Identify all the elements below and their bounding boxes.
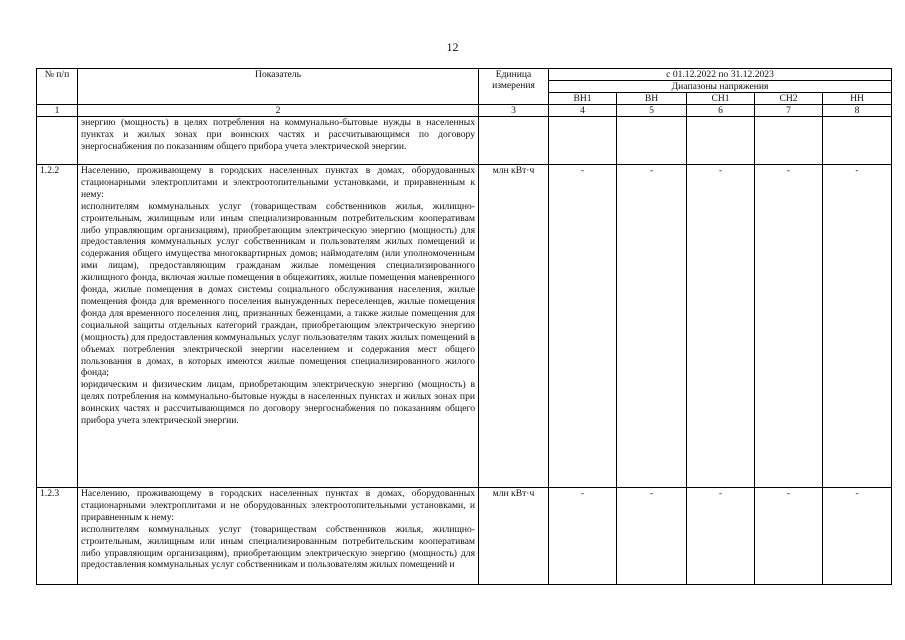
col-number: 1 bbox=[37, 105, 78, 117]
col-number: 2 bbox=[78, 105, 479, 117]
value-vn: - bbox=[617, 488, 687, 585]
indicator-text bbox=[78, 488, 479, 585]
column-number-row bbox=[37, 105, 892, 117]
value-nn: - bbox=[823, 165, 892, 488]
value-cell bbox=[617, 117, 687, 165]
unit-cell: млн кВт·ч bbox=[479, 488, 549, 585]
value-vn: - bbox=[617, 165, 687, 488]
header-indicator: Показатель bbox=[78, 69, 479, 105]
value-cell bbox=[687, 117, 755, 165]
indicator-paragraph: юридическим и физическим лицам, приобретающим электрическую энергию (мощность) в целях потребления на коммунально-бытовые нужды в населенных пунктах и жилых зонах при воинских частях и рассчитывающимся по договору энергоснабжения по показаниям общего прибора учета электрической энергии. bbox=[81, 379, 475, 427]
table-row-continuation bbox=[37, 117, 892, 165]
value-sn1: - bbox=[687, 165, 755, 488]
tariff-table bbox=[36, 68, 892, 585]
indicator-paragraph: Населению, проживающему в городских населенных пунктах в домах, оборудованных стационарными электроплитами и электроотопительными установками, и приравненным к нему: bbox=[81, 165, 475, 200]
row-num: 1.2.3 bbox=[37, 488, 78, 585]
indicator-paragraph: исполнителям коммунальных услуг (товариществам собственников жилья, жилищно-строительным, жилищным или иным специализированным потребительским кооперативам либо управляющим организациям), приобретающим электрическую энергию (мощность) для предоставления коммунальных услуг собственникам и пользователям жилых помещений и содержания общего имущества многоквартирных домов; наймодателям (или уполномоченным ими лицам), предоставляющим гражданам жилые помещения специализированного жилищного фонда, включая жилые помещения в общежитиях, жилые помещения маневренного фонда, жилые помещения в домах системы социального обслуживания населения, жилые помещения фонда для временного поселения вынужденных переселенцев, жилые помещения фонда для временного поселения лиц, признанных беженцами, а также жилые помещения для социальной защиты отдельных категорий граждан, приобретающим электрическую энергию (мощность) для предоставления коммунальных услуг пользователям таких жилых помещений в объемах потребления электрической энергии населением и содержания мест общего пользования в домах, в которых имеются жилые помещения специализированного жилого фонда; bbox=[81, 200, 475, 379]
header-band-vn: ВН bbox=[617, 93, 687, 105]
header-band-vn1: ВН1 bbox=[549, 93, 617, 105]
value-cell bbox=[823, 117, 892, 165]
value-sn2: - bbox=[755, 165, 823, 488]
col-number: 7 bbox=[755, 105, 823, 117]
header-voltage-ranges: Диапазоны напряжения bbox=[549, 81, 892, 93]
unit-cell bbox=[479, 117, 549, 165]
unit-cell: млн кВт·ч bbox=[479, 165, 549, 488]
value-cell bbox=[755, 117, 823, 165]
table-row-1-2-3 bbox=[37, 488, 892, 585]
col-number: 6 bbox=[687, 105, 755, 117]
col-number: 8 bbox=[823, 105, 892, 117]
value-vn1: - bbox=[549, 488, 617, 585]
page-number: 12 bbox=[446, 40, 459, 54]
row-num-cell bbox=[37, 117, 78, 165]
header-num: № п/п bbox=[37, 69, 78, 105]
indicator-paragraph: Населению, проживающему в городских населенных пунктах в домах, оборудованных стационарными электроплитами и не оборудованных электроотопительными установками, и приравненным к нему: bbox=[81, 488, 475, 523]
header-band-nn: НН bbox=[823, 93, 892, 105]
table-row-1-2-2 bbox=[37, 165, 892, 488]
col-number: 3 bbox=[479, 105, 549, 117]
value-cell bbox=[549, 117, 617, 165]
indicator-text bbox=[78, 165, 479, 488]
indicator-paragraph: исполнителям коммунальных услуг (товариществам собственников жилья, жилищно-строительным, жилищным или иным специализированным потребительским кооперативам либо управляющим организациям), приобретающим электрическую энергию (мощность) для предоставления коммунальных услуг собственникам и пользователям жилых помещений и bbox=[81, 523, 475, 571]
header-period: с 01.12.2022 по 31.12.2023 bbox=[549, 69, 892, 81]
col-number: 5 bbox=[617, 105, 687, 117]
row-num: 1.2.2 bbox=[37, 165, 78, 488]
value-nn: - bbox=[823, 488, 892, 585]
header-band-sn1: СН1 bbox=[687, 93, 755, 105]
value-vn1: - bbox=[549, 165, 617, 488]
indicator-text: энергию (мощность) в целях потребления на коммунально-бытовые нужды в населенных пунктах и жилых зонах при воинских частях и рассчитывающимся по договору энергоснабжения по показаниям общего прибора учета электрической энергии. bbox=[78, 117, 479, 165]
value-sn2: - bbox=[755, 488, 823, 585]
value-sn1: - bbox=[687, 488, 755, 585]
header-unit: Единица измерения bbox=[479, 69, 549, 105]
header-band-sn2: СН2 bbox=[755, 93, 823, 105]
col-number: 4 bbox=[549, 105, 617, 117]
